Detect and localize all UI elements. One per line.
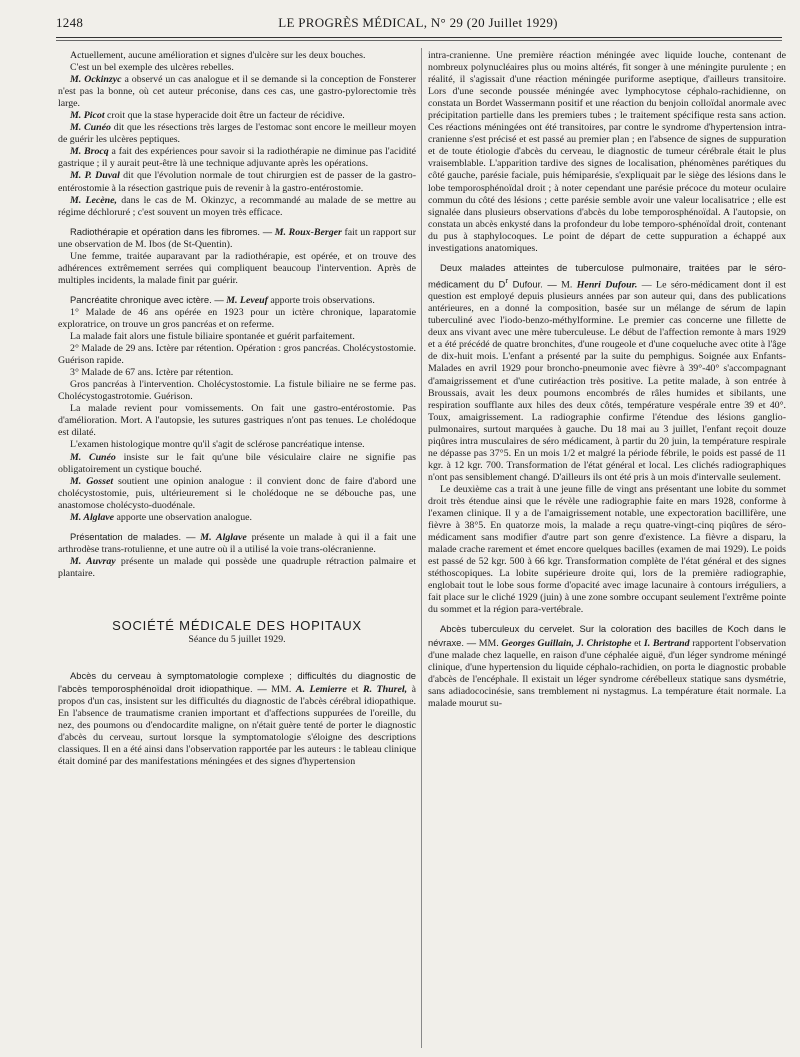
paragraph <box>58 110 416 122</box>
author-name: M. Cunéo <box>70 122 111 134</box>
paragraph <box>58 122 416 146</box>
paragraph-text: MM. <box>266 684 296 696</box>
paragraph <box>58 439 416 451</box>
author-name: M. Cunéo <box>70 451 116 463</box>
paragraph <box>58 452 416 476</box>
paragraph-text: dans le cas de M. Okinzyc, a recommandé au malade de se mettre au régime déchloruré ; c'est souvent un moyen très efficace. <box>58 194 416 218</box>
author-name: M. Gosset <box>70 475 114 487</box>
paragraph <box>58 74 416 110</box>
paragraph <box>58 343 416 367</box>
paragraph-heading: Radiothérapie et opération dans les fibromes. — <box>70 225 273 237</box>
paragraph <box>58 403 416 439</box>
paragraph <box>58 251 416 287</box>
paragraph <box>58 379 416 403</box>
paragraph <box>58 195 416 219</box>
paragraph-text: L'examen histologique montre qu'il s'agit de sclérose pancréatique intense. <box>70 439 365 451</box>
paragraph-text: fait un rapport sur une observation de M. Ibos (de St-Quentin). <box>58 226 416 250</box>
heading-superscript: r <box>505 275 509 285</box>
paragraph <box>428 50 786 255</box>
section-title: SOCIÉTÉ MÉDICALE DES HOPITAUX <box>112 617 362 633</box>
paragraph <box>428 623 786 709</box>
paragraph <box>58 226 416 251</box>
paragraph-heading: Dufour. — <box>508 278 557 290</box>
paragraph-text: La malade revient pour vomissements. On fait une gastro-entérostomie. Pas d'amélioration. Mort. A l'autopsie, les sutures gastriques n'ont pas tenues. Le cholédoque est dilaté. <box>58 403 416 439</box>
author-name: I. Bertrand <box>643 637 690 649</box>
author-name: R. Thurel, <box>362 684 408 696</box>
author-name: M. Picot <box>70 110 105 122</box>
paragraph-text: M. <box>556 279 577 291</box>
paragraph-text: présente un malade à qui il a fait une arthrodèse trans-rotulienne, et une autre où il a utilisé la voie trans-olécranienne. <box>58 531 416 555</box>
paragraph-text: a fait des expériences pour savoir si la radiothérapie ne diminue pas l'acidité gastrique ; il y aurait peut-être là une technique adjuvante après les opérations. <box>58 146 416 170</box>
paragraph <box>58 307 416 331</box>
paragraph <box>58 512 416 524</box>
paragraph <box>58 146 416 170</box>
paragraph <box>58 367 416 379</box>
author-name: M. Lecène, <box>70 194 118 206</box>
paragraph-text: croit que la stase hyperacide doit être un facteur de récidive. <box>104 110 345 122</box>
paragraph-text: intra-cranienne. Une première réaction méningée avec liquide louche, contenant de nombreux polynucléaires plus ou moins altérés, fit songer à une méningite purulente ; en réalité, il s'agissait d'une réaction méningée puriforme aseptique, d'ailleurs transitoire. Lors d'une seconde poussée méningée avec lymphocytose céphalo-rachidienne, on constata un Bordet Wassermann positif et une réaction du benjoin colloïdal anormale avec précipitation partielle dans les premiers tubes ; le traitement spécifique resta sans action. Ces réactions méningées ont été transitoires, par contre le syndrome d'hypertension intra-cranienne s'est précisé et est passé au premier plan ; en l'absence de signes de suppuration et de toute étiologie d'abcès du cerveau, le diagnostic de tumeur cérébrale était le plus vraisemblable. L'apparition tardive des signes de localisation, phénomènes parétiques du côté gauche, parésie faciale, puis hémiparésie, s'expliquait par le siège des lésions dans le lobe temporosphénoïdal droit ; à noter cependant une parésie précoce du moteur oculaire commun du côté des lésions ; cette parésie semble avoir une valeur localisatrice ; elle est signalée dans plusieurs observations d'abcès du lobe temporosphénoïdal. A l'autopsie, on constata un abcès enkysté dans la profondeur du lobe temporo-sphénoïdal droit, contenant du pus à staphylocoques. Le point de départ de cette suppuration a échappé aux investigations anatomiques. <box>428 50 786 254</box>
paragraph-text: dit que les résections très larges de l'estomac sont encore le meilleur moyen de guérir les ulcères peptiques. <box>58 122 416 146</box>
paragraph-text: La malade fait alors une fistule biliaire spontanée et guérit parfaitement. <box>70 331 355 343</box>
author-name: M. Alglave <box>195 531 247 543</box>
paragraph-text: Le deuxième cas a trait à une jeune fille de vingt ans présentant une lobite du sommet droit très étendue ainsi que le révèle une radiographie faite en mars 1928, conforme à l'examen clinique. Il y a de l'amaigrissement notable, une expectoration bacillifère, une fièvre à 38°5. En quatorze mois, la malade a reçu quatre-vingt-cinq piqûres de séro-médicament sans modifier d'autre part son genre d'existence. La fièvre a disparu, la malade crache rarement et émet encore quelques bacilles (examen de mai 1929). Le poids est passé de 52 kgr. 500 à 66 kgr. Transformation complète de l'état général et des signes stéthoscopiques. La lobite supérieure droite qui, lors de la première radiographie, englobait tout le lobe sous forme d'opacité avec image lacunaire à contours irréguliers, a fait place sur le cliché 1929 (juin) à une zone sombre occupant seulement l'extrême pointe du sommet et la région para-vertébrale. <box>428 483 786 616</box>
column-divider <box>421 48 422 1048</box>
paragraph-text: MM. <box>476 637 502 649</box>
author-name: M. Roux-Berger <box>272 226 342 238</box>
paragraph <box>58 50 416 62</box>
author-name: M. Ockinzyc <box>70 74 122 86</box>
paragraph-text: soutient une opinion analogue : il convient donc de faire d'abord une cholécystostomie, puis, ultérieurement si le cholédoque ne se débouche pas, une anastomose cholécysto-duodénale. <box>58 475 416 511</box>
author-name: M. Brocq <box>70 146 109 158</box>
header-rule <box>56 37 782 38</box>
paragraph-text: 2° Malade de 29 ans. Ictère par rétention. Opération : gros pancréas. Cholécystostomie. Guérison rapide. <box>58 343 416 367</box>
running-title: LE PROGRÈS MÉDICAL, N° 29 (20 Juillet 1929) <box>278 15 558 30</box>
paragraph-text: apporte trois observations. <box>267 294 375 306</box>
paragraph-text: Actuellement, aucune amélioration et signes d'ulcère sur les deux bouches. <box>70 50 366 61</box>
paragraph <box>58 531 416 556</box>
paragraph-heading: Pancréatite chronique avec ictère. — <box>70 293 224 305</box>
paragraph-text: dit que l'évolution normale de tout chirurgien est de passer de la gastro-entérostomie à la résection gastrique puis de revenir à la gastro-entérostomie. <box>58 170 416 194</box>
paragraph-text: à propos d'un cas, insistent sur les difficultés du diagnostic de l'abcès cérébral idiopathique. En l'absence de traumatisme cranien important et d'affections suppurées de l'oreille, du nez, des poumons ou d'endocardite maligne, on n'était guère tenté de porter le diagnostic d'abcès du cerveau, surtout lorsque la symptomatologie s'éloigne des descriptions classiques. Il en a été ainsi dans l'observation rapportée par les auteurs : le tableau clinique était dominé par des manifestations méningées et des signes d'hypertension <box>58 684 416 768</box>
author-name: Georges Guillain, J. Christophe <box>501 637 632 649</box>
paragraph-text: Une femme, traitée auparavant par la radiothérapie, est opérée, et on trouve des adhérences extrêmement serrées qui compliquent beaucoup l'intervention. Après de multiples incidents, la malade finit par guérir. <box>58 250 416 286</box>
paragraph <box>428 484 786 617</box>
paragraph-text: 1° Malade de 46 ans opérée en 1923 pour un ictère chronique, laparatomie exploratrice, on trouve un gros pancréas et on referme. <box>58 306 416 330</box>
paragraph <box>58 62 416 74</box>
author-name: M. Leveuf <box>223 294 268 306</box>
paragraph-heading: Deux malades atteintes de tuberculose pulmonaire, traitées par le séro-médicament du D <box>428 261 786 290</box>
section-subtitle: Séance du 5 juillet 1929. <box>188 634 286 646</box>
author-name: Henri Dufour. <box>576 279 638 291</box>
paragraph-text: insiste sur le fait qu'une bile vésiculaire claire ne signifie pas obligatoirement un cystique bouché. <box>58 451 416 475</box>
paragraph-text: C'est un bel exemple des ulcères rebelles. <box>70 62 234 74</box>
paragraph-text: a observé un cas analogue et il se demande si la conception de Fonsterer n'est pas la bonne, où cet auteur préconise, dans ces cas, une gastro-pylorectomie très large. <box>58 74 416 110</box>
paragraph <box>58 556 416 580</box>
author-name: A. Lemierre <box>295 684 347 696</box>
left-column <box>58 50 416 1047</box>
paragraph-text: rapportent l'observation d'une malade chez laquelle, en raison d'une céphalée aiguë, d'un léger syndrome méningé clinique, d'une hypertension du liquide céphalo-rachidien, on porta le diagnostic probable d'abcès de l'encéphale. Il existait un léger syndrome cérébelleux statique sans dysmétrie, sans adiadococinésie, sans tremblement ni nystagmus. La température était normale. La malade mourut su- <box>428 637 786 709</box>
page-header <box>56 15 780 33</box>
author-name: M. P. Duval <box>70 170 120 182</box>
paragraph-text: présente un malade qui possède une quadruple rétraction palmaire et plantaire. <box>58 555 416 579</box>
paragraph <box>58 670 416 768</box>
paragraph-text: — Le séro-médicament dont il est question est employé depuis plusieurs années par son auteur qui, dans des publications antérieures, en a donné la composition, basée sur un mélange de sérum de lapin tuberculiné avec l'iodo-benzo-méthylformine. Le premier cas concerne une fillette de deux ans vivant avec une mère tuberculeuse. Le début de l'affection remonte à mars 1929 et a été précédé de quatre bronchites, d'une rougeole et d'une coqueluche avec otite à l'âge de dix-huit mois. L'enfant a présenté par la suite du pemphigus. Soignée aux Enfants-Malades en avril 1929 pour broncho-pneumonie avec fièvre à 39°-40° s'accompagnant d'amaigrissement et d'une cutiréaction très positive. La petite malade, à son entrée à Broussais, avait les deux poumons encombrés de râles humides et sibilants, une respiration soufflante aux hiles des deux côtés, température vespérale entre 39 et 40°. Toux, amaigrissement. La radiographie confirme l'étendue des lésions ganglio-pulmonaires, surtout marquées à gauche. Du 18 mai au 3 juillet, l'enfant reçoit douze piqûres intra musculaires de séro médicament, à partir du 20 juin, la température respirale ne dépasse pas 37°5. En un mois 1/2 et malgré la période fébrile, le poids est passé de 11 kgr. à 12 kgr. 700. Transformation de l'état général et local. Les clichés radiographiques n'ont pas sensiblement changé. D'ailleurs ils ont été pris à un mois d'intervalle seulement. <box>428 279 786 483</box>
paragraph <box>58 170 416 194</box>
paragraph-text: et <box>346 684 363 696</box>
header-rule-secondary <box>56 40 782 41</box>
paragraph-text: et <box>631 637 644 649</box>
paragraph <box>428 262 786 484</box>
paragraph <box>58 476 416 512</box>
author-name: M. Alglave <box>70 511 115 523</box>
right-column <box>428 50 786 1047</box>
paragraph-heading: Présentation de malades. — <box>70 530 196 542</box>
paragraph-heading: Abcès tuberculeux du cervelet. Sur la coloration des bacilles de Koch dans le névraxe. — <box>428 623 786 648</box>
paragraph <box>58 331 416 343</box>
paragraph-text: Gros pancréas à l'intervention. Cholécystostomie. La fistule biliaire ne se ferme pas. Cholécystogastrotomie. Guérison. <box>58 379 416 403</box>
paragraph-heading: Abcès du cerveau à symptomatologie complexe ; difficultés du diagnostic de l'abcès temporosphénoïdal droit idiopathique. — <box>58 670 416 695</box>
paragraph-text: apporte une observation analogue. <box>114 511 253 523</box>
paragraph-text: 3° Malade de 67 ans. Ictère par rétention. <box>70 367 234 379</box>
author-name: M. Auvray <box>70 555 116 567</box>
page-number: 1248 <box>56 15 84 30</box>
paragraph <box>58 294 416 307</box>
